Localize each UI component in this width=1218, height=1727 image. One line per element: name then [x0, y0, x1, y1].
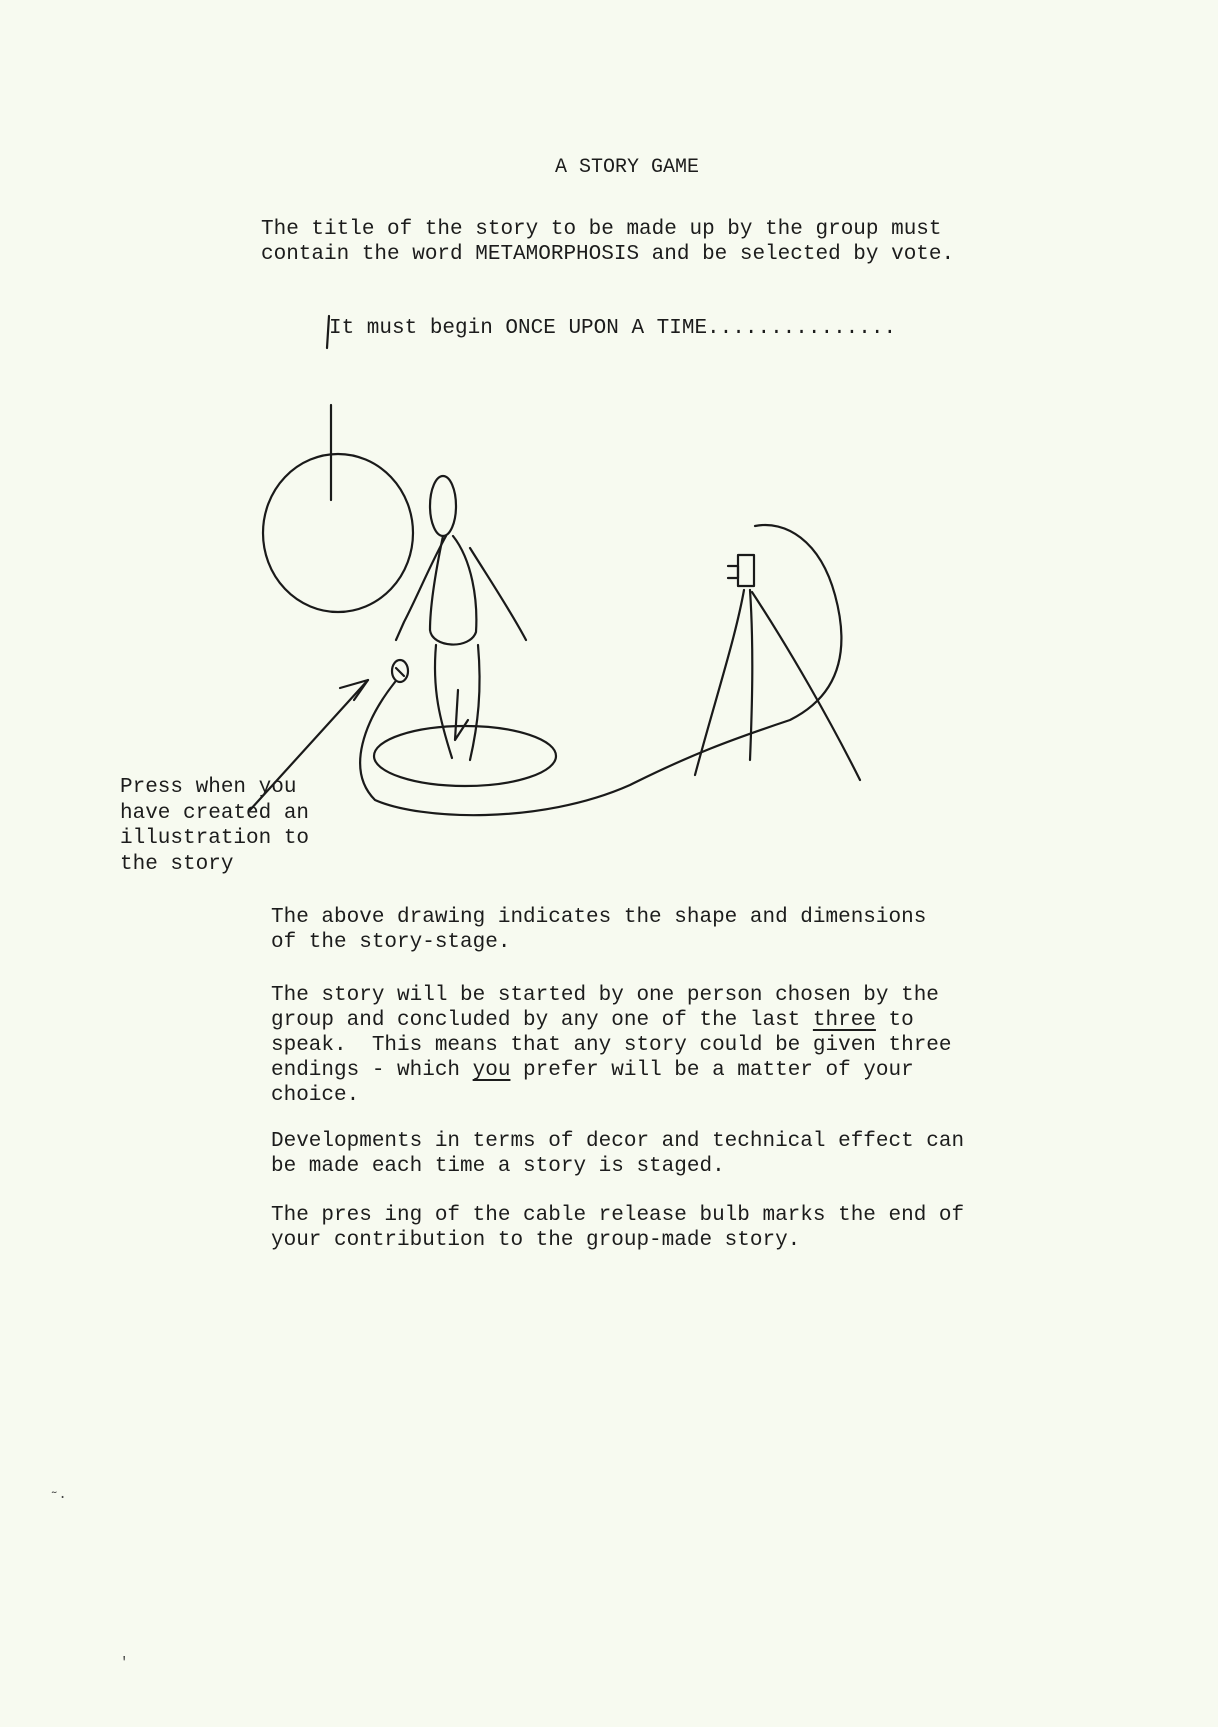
cable-line: [360, 525, 841, 815]
start-line-3: speak. This means that any story could be given three: [271, 1034, 952, 1057]
underlined-you: you: [472, 1059, 511, 1082]
camera-on-tripod-icon: [695, 555, 860, 780]
caption-line-1: Press when you: [120, 776, 297, 799]
start-line-4a: endings - which: [271, 1059, 473, 1082]
paper-speck: ˜·: [50, 1490, 67, 1506]
standing-figure-icon: [396, 476, 526, 760]
end-line-2: your contribution to the group-made story.: [271, 1229, 801, 1252]
stage-ellipse-icon: [374, 726, 556, 786]
caption-line-2: have created an: [120, 801, 310, 825]
intro-line-2: contain the word METAMORPHOSIS and be selected by vote.: [261, 243, 955, 266]
paper-speck: ': [120, 1655, 129, 1671]
cable-release-icon: [392, 660, 408, 682]
underlined-three: three: [812, 1009, 876, 1032]
intro-line-1: The title of the story to be made up by the group must: [261, 218, 942, 241]
start-paragraph: [271, 983, 952, 1108]
stage-line-1: The above drawing indicates the shape and dimensions: [271, 906, 927, 929]
start-line-2b: to: [875, 1009, 914, 1032]
start-line-5: choice.: [271, 1084, 360, 1107]
moon-circle-icon: [263, 405, 413, 612]
start-line-2a: group and concluded by any one of the last: [271, 1009, 813, 1032]
caption-line-4: the story: [120, 852, 234, 876]
caption-line-3: illustration to: [120, 827, 310, 850]
start-line-4b: prefer will be a matter of your: [510, 1059, 914, 1082]
start-line-1: The story will be started by one person chosen by the: [271, 984, 939, 1007]
stage-line-2: of the story-stage.: [271, 931, 511, 954]
ending-paragraph: [271, 1203, 964, 1253]
dev-line-1: Developments in terms of decor and technical effect can: [271, 1130, 965, 1153]
dev-line-2: be made each time a story is staged.: [271, 1155, 725, 1178]
margin-mark-icon: [327, 316, 329, 348]
begin-line: It must begin ONCE UPON A TIME...............: [329, 317, 897, 340]
drawing-caption: [120, 775, 309, 877]
end-line-1: The pres ing of the cable release bulb marks the end of: [271, 1204, 965, 1227]
developments-paragraph: [271, 1129, 964, 1179]
stage-paragraph: [271, 905, 926, 955]
document-title: A STORY GAME: [555, 156, 700, 179]
